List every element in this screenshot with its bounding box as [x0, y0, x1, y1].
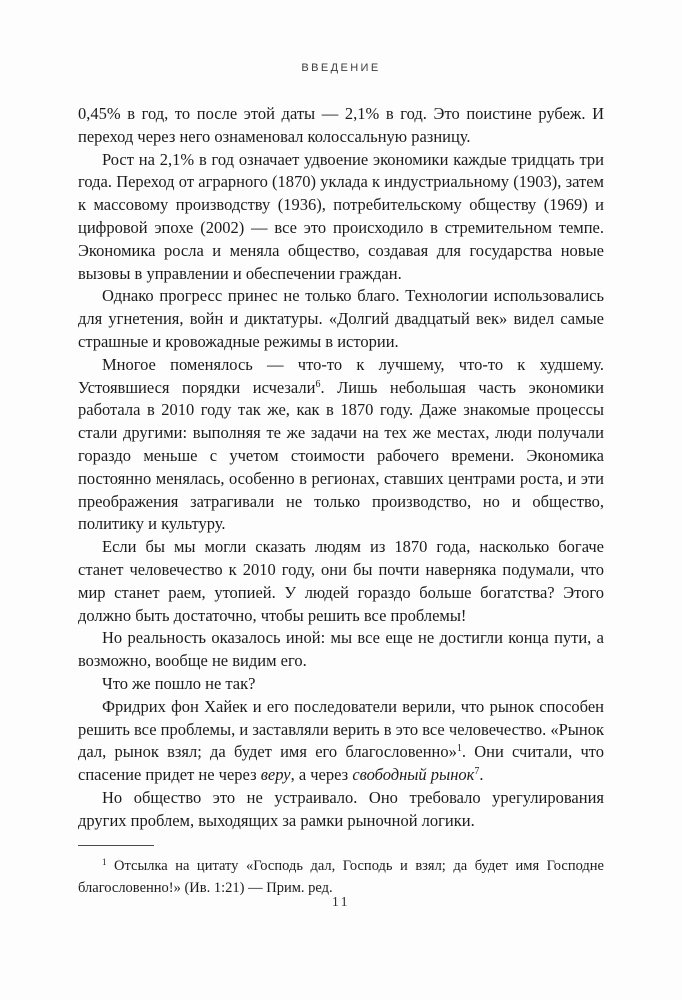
footnote-marker: 6: [315, 378, 321, 390]
running-head: ВВЕДЕНИЕ: [301, 62, 381, 74]
text-run: 0,45% в год, то после этой даты — 2,1% в год. Это поистине рубеж. И переход через него ознаменовал колоссальную разницу.: [78, 104, 604, 146]
text-run: .: [479, 765, 484, 785]
paragraph: [78, 285, 604, 353]
paragraph: [78, 536, 604, 627]
text-run: Отсылка на цитату «Господь дал, Господь и взял; да будет имя Господне благословенно!» (Ив. 1:21) — Прим. ред.: [78, 858, 604, 896]
page-number: 11: [332, 894, 350, 909]
text-run: Однако прогресс принес не только благо. Технологии использовались для угнетения, войн и диктатуры. «Долгий двадцатый век» видел самые страшные и кровожадные режимы в истории.: [78, 286, 604, 351]
text-run: . Лишь небольшая часть экономики работала в 2010 году так же, как в 1870 году. Даже знакомые процессы стали другими: выполняя те же задачи на тех же местах, люди получали гораздо меньше с учетом стоимости рабочего времени. Экономика постоянно менялась, особенно в регионах, ставших центрами роста, и эти преображения затрагивали не только производство, но и общество, политику и культуру.: [78, 377, 604, 534]
text-run: Но реальность оказалось иной: мы все еще не достигли конца пути, а возможно, вообще не видим его.: [78, 628, 604, 671]
text-run: , а через: [290, 765, 353, 785]
text-run: Рост на 2,1% в год означает удвоение экономики каждые тридцать три года. Переход от аграрного (1870) уклада к индустриальному (1903), затем к массовому производству (1936), потребительскому обществу (1969) и цифровой эпохе (2002) — все это происходило в стремительном темпе. Экономика росла и меняла общество, создавая для государства новые вызовы в управлении и обеспечении граждан.: [78, 149, 604, 283]
footnote-block: [78, 845, 604, 899]
emphasis-text: веру: [260, 765, 291, 785]
paragraph: [78, 103, 604, 149]
footnote-marker: 7: [474, 766, 480, 778]
paragraph: [78, 855, 604, 899]
paragraph: [78, 787, 604, 833]
text-run: Что же пошло не так?: [102, 673, 256, 693]
text-run: . Они считали, что спасение придет не через: [78, 742, 604, 785]
body-text: [78, 103, 604, 833]
footnote-marker: 1: [102, 857, 107, 867]
text-run: Но общество это не устраивало. Оно требовало урегулирования других проблем, выходящих за рамки рыночной логики.: [78, 787, 604, 830]
footnote-separator: [78, 845, 154, 846]
emphasis-text: свободный рынок: [352, 765, 475, 785]
footnote: [78, 855, 604, 899]
paragraph: [78, 673, 604, 696]
paragraph: [78, 627, 604, 673]
text-run: Многое поменялось — что-то к лучшему, что-то к худшему. Устоявшиеся порядки исчезали: [78, 354, 604, 397]
text-run: Если бы мы могли сказать людям из 1870 года, насколько богаче станет человечество к 2010 году, они бы почти наверняка подумали, что мир станет раем, утопией. У людей гораздо больше богатства? Этого должно быть достаточно, чтобы решить все проблемы!: [78, 537, 604, 625]
paragraph: [78, 696, 604, 787]
footnote-marker: 1: [456, 743, 462, 755]
text-run: Фридрих фон Хайек и его последователи верили, что рынок способен решить все проблемы, и заставляли верить в это все человечество. «Рынок дал, рынок взял; да будет имя его благословенно»: [78, 696, 604, 762]
paragraph: [78, 149, 604, 286]
paragraph: [78, 354, 604, 536]
